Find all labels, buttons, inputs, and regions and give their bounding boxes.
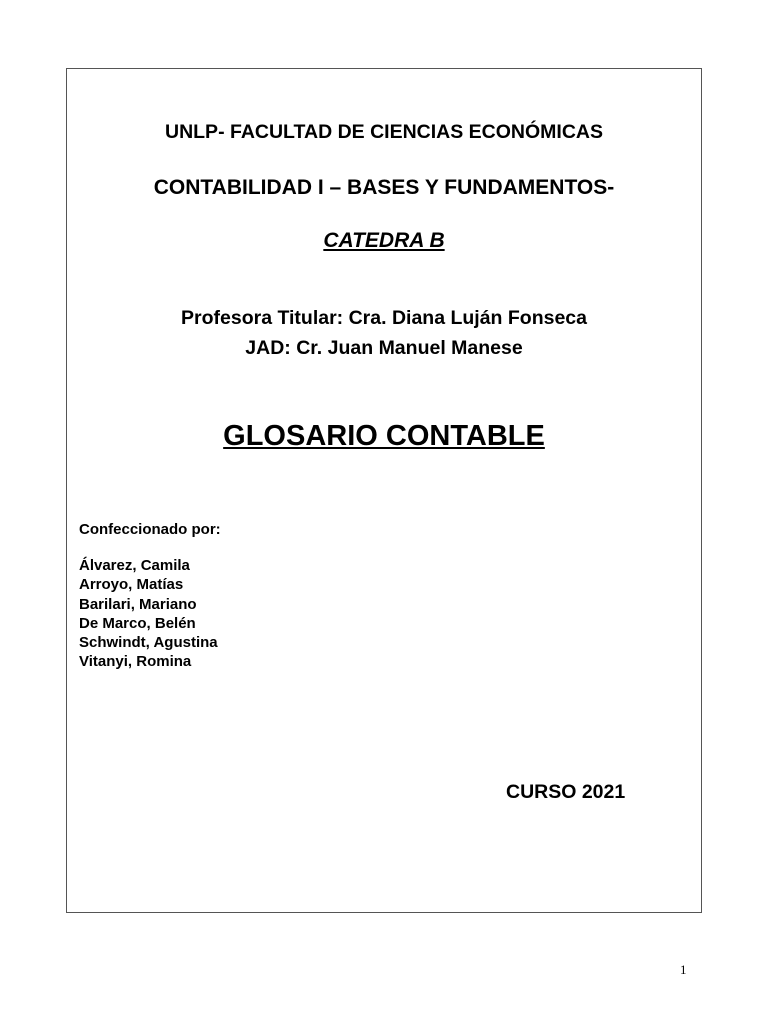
author-item: Barilari, Mariano — [79, 595, 197, 613]
document-title: GLOSARIO CONTABLE — [223, 420, 545, 452]
university-heading: UNLP- FACULTAD DE CIENCIAS ECONÓMICAS — [164, 121, 604, 143]
author-item: Álvarez, Camila — [79, 557, 190, 574]
course-year: CURSO 2021 — [506, 781, 626, 803]
authors-list — [79, 556, 218, 672]
author-item: Schwindt, Agustina — [79, 634, 218, 652]
author-item: Arroyo, Matías — [79, 576, 184, 594]
chair-heading: CATEDRA B — [323, 229, 445, 252]
course-heading: CONTABILIDAD I – BASES Y FUNDAMENTOS- — [153, 176, 615, 199]
page-number: 1 — [680, 962, 687, 977]
professor-line: Profesora Titular: Cra. Diana Luján Fonseca — [181, 307, 587, 329]
jad-line: JAD: Cr. Juan Manuel Manese — [245, 337, 523, 359]
author-item: De Marco, Belén — [79, 614, 196, 632]
author-item: Vitanyi, Romina — [79, 653, 192, 671]
prepared-by-label: Confeccionado por: — [79, 521, 221, 538]
